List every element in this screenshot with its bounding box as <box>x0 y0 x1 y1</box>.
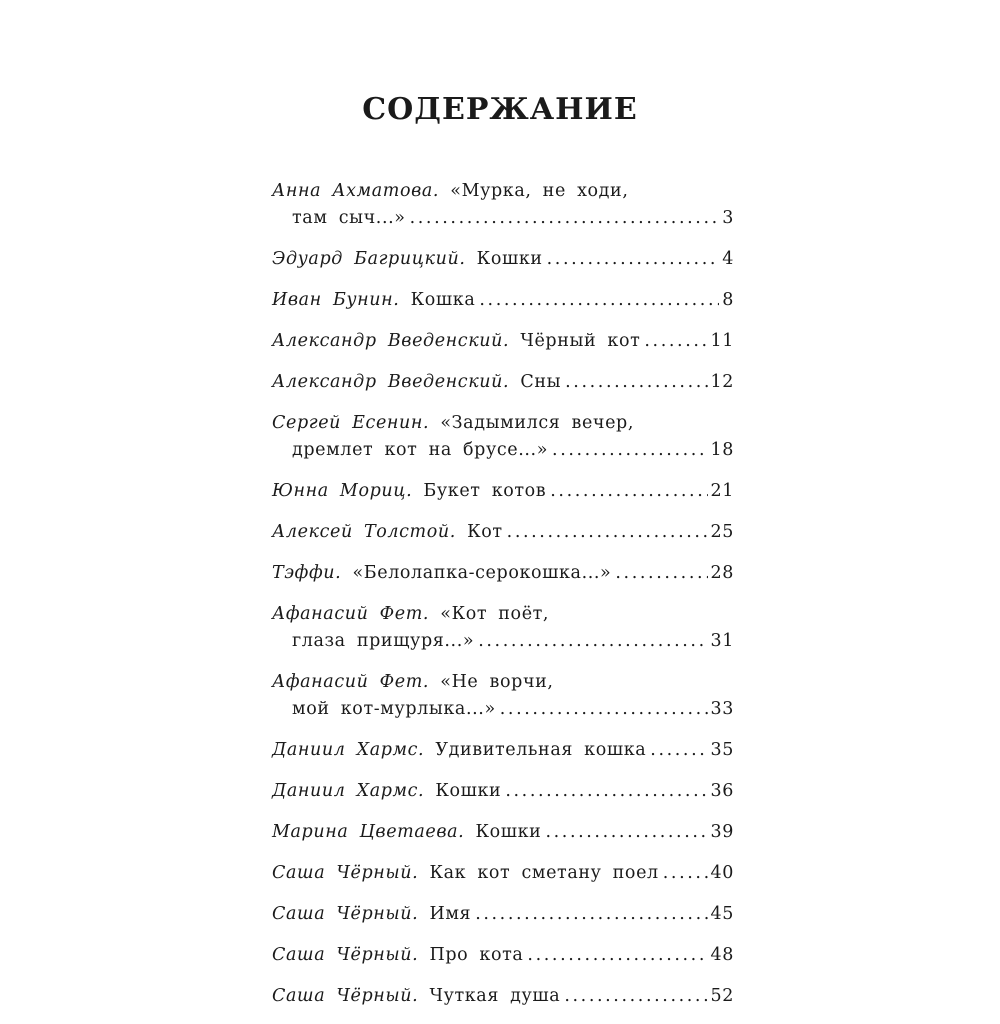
toc-author: Саша Чёрный. <box>272 986 419 1006</box>
toc-entry-line <box>272 901 734 928</box>
dot-leader <box>550 478 707 505</box>
toc-entry-line <box>272 369 734 396</box>
toc-author: Сергей Есенин. <box>272 413 430 433</box>
toc-author: Афанасий Фет. <box>272 604 430 624</box>
toc-entry <box>272 669 734 723</box>
toc-entry-line <box>272 560 734 587</box>
toc-entry <box>272 178 734 232</box>
toc-author: Марина Цветаева. <box>272 822 465 842</box>
toc-entry-line <box>272 601 734 628</box>
toc-entry <box>272 983 734 1010</box>
toc-work-title-continued: дремлет кот на брусе...» <box>292 440 549 460</box>
toc-page-number: 12 <box>710 372 734 392</box>
dot-leader <box>650 737 707 764</box>
toc-entry-line <box>272 819 734 846</box>
toc-author: Александр Введенский. <box>272 331 510 351</box>
toc-author: Афанасий Фет. <box>272 672 430 692</box>
toc-entry <box>272 478 734 505</box>
toc-work-title: Сны <box>520 372 562 392</box>
toc-author: Александр Введенский. <box>272 372 510 392</box>
toc-work-title-continued: там сыч...» <box>292 208 406 228</box>
toc-page-number: 45 <box>710 904 734 924</box>
toc-work-title: «Не ворчи, <box>440 672 554 692</box>
dot-leader <box>505 778 707 805</box>
toc-author: Алексей Толстой. <box>272 522 456 542</box>
toc-work-title: «Мурка, не ходи, <box>450 181 629 201</box>
toc-work-title: Про кота <box>429 945 524 965</box>
toc-author: Тэффи. <box>272 563 342 583</box>
toc-author: Саша Чёрный. <box>272 863 419 883</box>
toc-page-number: 40 <box>710 863 734 883</box>
toc-page-number: 28 <box>710 563 734 583</box>
toc-entry-line <box>272 860 734 887</box>
toc-entry <box>272 369 734 396</box>
toc-work-title: Имя <box>429 904 472 924</box>
toc-work-title: Кошки <box>475 822 542 842</box>
toc-entry-line <box>272 178 734 205</box>
toc-work-title: Кошка <box>410 290 476 310</box>
dot-leader <box>564 983 707 1010</box>
toc-page-number: 35 <box>710 740 734 760</box>
toc-author: Юнна Мориц. <box>272 481 413 501</box>
toc-page-number: 36 <box>710 781 734 801</box>
toc-entry-line <box>272 328 734 355</box>
toc-page-number: 25 <box>710 522 734 542</box>
dot-leader <box>507 519 708 546</box>
toc-entry <box>272 560 734 587</box>
dot-leader <box>527 942 707 969</box>
toc-page-number: 33 <box>710 699 734 719</box>
toc-entry-line <box>272 778 734 805</box>
toc-author: Анна Ахматова. <box>272 181 440 201</box>
toc-entry <box>272 410 734 464</box>
dot-leader <box>545 819 707 846</box>
toc-page-number: 8 <box>722 290 734 310</box>
toc-entry-line <box>272 246 734 273</box>
toc-entry-line <box>272 437 734 464</box>
table-of-contents <box>272 178 734 1024</box>
page-title: СОДЕРЖАНИЕ <box>362 92 638 127</box>
toc-author: Иван Бунин. <box>272 290 400 310</box>
toc-page-number: 48 <box>710 945 734 965</box>
toc-page-number: 39 <box>710 822 734 842</box>
toc-entry <box>272 901 734 928</box>
dot-leader <box>552 437 708 464</box>
toc-entry-line <box>272 287 734 314</box>
toc-work-title: Кот <box>467 522 503 542</box>
toc-entry-line <box>272 628 734 655</box>
dot-leader <box>475 901 707 928</box>
toc-entry <box>272 860 734 887</box>
toc-work-title-continued: мой кот-мурлыка...» <box>292 699 496 719</box>
toc-work-title: Удивительная кошка <box>435 740 647 760</box>
toc-page-number: 11 <box>710 331 734 351</box>
toc-entry-line <box>272 942 734 969</box>
dot-leader <box>478 628 707 655</box>
toc-author: Даниил Хармс. <box>272 740 425 760</box>
toc-page-number: 4 <box>722 249 734 269</box>
toc-work-title-continued: глаза прищуря...» <box>292 631 475 651</box>
toc-author: Саша Чёрный. <box>272 904 419 924</box>
toc-entry <box>272 246 734 273</box>
toc-page-number: 18 <box>710 440 734 460</box>
toc-entry <box>272 819 734 846</box>
toc-entry <box>272 942 734 969</box>
dot-leader <box>500 696 708 723</box>
toc-page-number: 21 <box>710 481 734 501</box>
toc-page-number: 31 <box>710 631 734 651</box>
toc-entry <box>272 519 734 546</box>
dot-leader <box>565 369 707 396</box>
toc-work-title: «Белолапка-серокошка...» <box>352 563 612 583</box>
dot-leader <box>410 205 720 232</box>
toc-entry-line <box>272 478 734 505</box>
toc-entry-line <box>272 737 734 764</box>
toc-entry <box>272 287 734 314</box>
toc-entry-line <box>272 205 734 232</box>
toc-work-title: Кошки <box>476 249 543 269</box>
dot-leader <box>479 287 719 314</box>
dot-leader <box>644 328 707 355</box>
dot-leader <box>547 246 720 273</box>
toc-entry-line <box>272 519 734 546</box>
dot-leader <box>615 560 707 587</box>
toc-entry <box>272 601 734 655</box>
toc-entry-line <box>272 696 734 723</box>
toc-work-title: Чуткая душа <box>429 986 561 1006</box>
toc-entry <box>272 778 734 805</box>
toc-work-title: Как кот сметану поел <box>429 863 659 883</box>
toc-page-number: 3 <box>722 208 734 228</box>
toc-author: Саша Чёрный. <box>272 945 419 965</box>
toc-entry <box>272 737 734 764</box>
toc-work-title: «Задымился вечер, <box>440 413 635 433</box>
toc-work-title: Кошки <box>435 781 502 801</box>
toc-work-title: Чёрный кот <box>520 331 641 351</box>
toc-entry-line <box>272 410 734 437</box>
dot-leader <box>663 860 708 887</box>
toc-author: Даниил Хармс. <box>272 781 425 801</box>
toc-entry-line <box>272 669 734 696</box>
toc-entry <box>272 328 734 355</box>
toc-author: Эдуард Багрицкий. <box>272 249 466 269</box>
toc-page-number: 52 <box>710 986 734 1006</box>
toc-work-title: Букет котов <box>423 481 547 501</box>
toc-work-title: «Кот поёт, <box>440 604 550 624</box>
toc-entry-line <box>272 983 734 1010</box>
